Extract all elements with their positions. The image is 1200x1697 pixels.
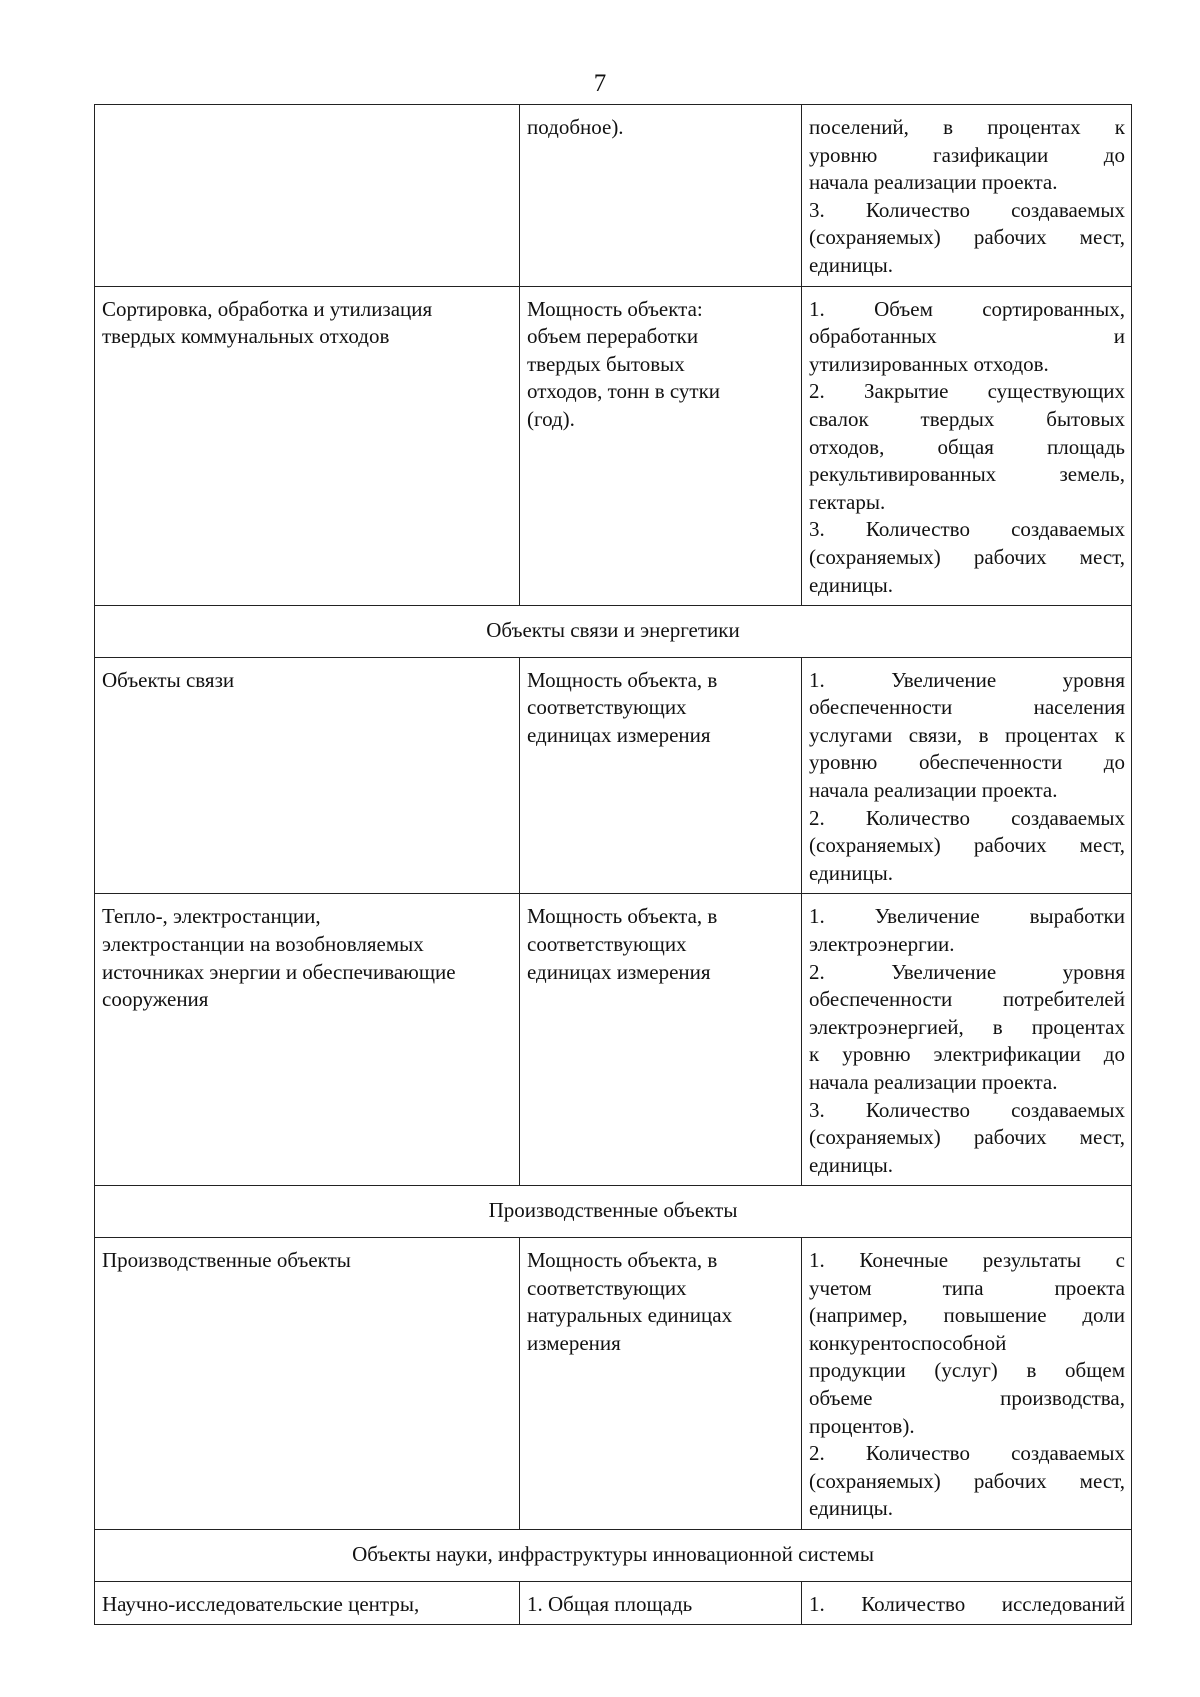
text-line: 1. Конечные результаты с <box>809 1247 1125 1272</box>
section-row <box>95 606 1132 658</box>
object-type-cell <box>95 1581 520 1625</box>
table-row <box>95 894 1132 1186</box>
text-line: Тепло-, электростанции, <box>102 904 321 929</box>
text-line: 1. Количество исследований <box>809 1591 1125 1616</box>
text-line: соответствующих <box>527 1275 687 1300</box>
text-line: Мощность объекта: <box>527 296 703 321</box>
page-number: 7 <box>593 70 607 97</box>
section-title: Производственные объекты <box>95 1186 1132 1238</box>
object-type-cell <box>95 105 520 287</box>
text-line: уровню обеспеченности до <box>809 750 1125 775</box>
text-line: Мощность объекта, в <box>527 904 718 929</box>
text-line: электроэнергией, в процентах <box>809 1014 1125 1039</box>
text-line: сооружения <box>102 987 209 1012</box>
text-line: обеспеченности населения <box>809 695 1125 720</box>
text-line: отходов, общая площадь <box>809 434 1125 459</box>
text-line: 1. Объем сортированных, <box>809 296 1125 321</box>
text-line: твердых коммунальных отходов <box>102 324 390 349</box>
results-cell <box>802 1581 1132 1625</box>
text-line: (год). <box>527 406 575 431</box>
text-line: услугами связи, в процентах к <box>809 722 1125 747</box>
text-line: электростанции на возобновляемых <box>102 932 424 957</box>
text-line: (сохраняемых) рабочих мест, <box>809 225 1125 250</box>
text-line: единицах измерения <box>527 722 711 747</box>
text-line: единицы. <box>809 1496 894 1521</box>
section-row <box>95 1186 1132 1238</box>
text-line: Мощность объекта, в <box>527 667 718 692</box>
text-line: (сохраняемых) рабочих мест, <box>809 544 1125 569</box>
text-line: соответствующих <box>527 695 687 720</box>
object-type-cell <box>95 1237 520 1529</box>
text-line: (сохраняемых) рабочих мест, <box>809 1468 1125 1493</box>
text-line: 3. Количество создаваемых <box>809 197 1125 222</box>
table-row <box>95 1581 1132 1625</box>
text-line: Научно-исследовательские центры, <box>102 1591 420 1616</box>
text-line: утилизированных отходов. <box>809 351 1049 376</box>
text-line: свалок твердых бытовых <box>809 406 1125 431</box>
results-cell <box>802 286 1132 606</box>
text-line: Объекты связи <box>102 667 235 692</box>
text-line: обработанных и <box>809 324 1125 349</box>
section-title: Объекты связи и энергетики <box>95 606 1132 658</box>
section-title: Объекты науки, инфраструктуры инновационной системы <box>95 1529 1132 1581</box>
text-line: 3. Количество создаваемых <box>809 517 1125 542</box>
text-line: единицы. <box>809 252 894 277</box>
text-line: объем переработки <box>527 324 699 349</box>
text-line: 2. Количество создаваемых <box>809 1441 1125 1466</box>
text-line: к уровню электрификации до <box>809 1042 1125 1067</box>
table-row <box>95 1237 1132 1529</box>
text-line: 2. Закрытие существующих <box>809 379 1125 404</box>
text-line: единицы. <box>809 1152 894 1177</box>
text-line: натуральных единицах <box>527 1303 733 1328</box>
text-line: отходов, тонн в сутки <box>527 379 721 404</box>
text-line: соответствующих <box>527 932 687 957</box>
text-line: начала реализации проекта. <box>809 1070 1058 1094</box>
results-cell <box>802 657 1132 894</box>
capacity-cell <box>520 286 802 606</box>
text-line: Мощность объекта, в <box>527 1247 718 1272</box>
capacity-cell <box>520 105 802 287</box>
text-line: единицы. <box>809 572 894 597</box>
results-cell <box>802 894 1132 1186</box>
capacity-cell <box>520 1581 802 1625</box>
text-line: продукции (услуг) в общем <box>809 1358 1125 1383</box>
text-line: (сохраняемых) рабочих мест, <box>809 1125 1125 1150</box>
text-line: (сохраняемых) рабочих мест, <box>809 833 1125 858</box>
text-line: (например, повышение доли <box>809 1303 1125 1328</box>
table-row <box>95 286 1132 606</box>
indicators-table-body <box>95 105 1132 1625</box>
text-line: обеспеченности потребителей <box>809 987 1125 1012</box>
table-row <box>95 657 1132 894</box>
text-line: рекультивированных земель, <box>809 462 1125 487</box>
text-line: Производственные объекты <box>102 1247 351 1272</box>
text-line: конкурентоспособной <box>809 1330 1007 1355</box>
text-line: 1. Увеличение выработки <box>809 904 1125 929</box>
text-line: учетом типа проекта <box>809 1275 1125 1300</box>
text-line: 1. Увеличение уровня <box>809 667 1125 692</box>
text-line: подобное). <box>527 115 624 139</box>
text-line: гектары. <box>809 489 886 514</box>
capacity-cell <box>520 657 802 894</box>
results-cell <box>802 105 1132 287</box>
text-line: начала реализации проекта. <box>809 170 1058 195</box>
object-type-cell <box>95 286 520 606</box>
table-row <box>95 105 1132 287</box>
section-row <box>95 1529 1132 1581</box>
text-line: единицах измерения <box>527 959 711 984</box>
text-line: поселений, в процентах к <box>809 115 1125 139</box>
text-line: источниках энергии и обеспечивающие <box>102 959 456 984</box>
capacity-cell <box>520 894 802 1186</box>
text-line: 2. Увеличение уровня <box>809 959 1125 984</box>
text-line: 2. Количество создаваемых <box>809 805 1125 830</box>
text-line: 3. Количество создаваемых <box>809 1097 1125 1122</box>
text-line: единицы. <box>809 860 894 885</box>
text-line: электроэнергии. <box>809 932 955 957</box>
results-cell <box>802 1237 1132 1529</box>
text-line: объеме производства, <box>809 1385 1125 1410</box>
text-line: Сортировка, обработка и утилизация <box>102 296 433 321</box>
text-line: твердых бытовых <box>527 351 685 376</box>
text-line: процентов). <box>809 1413 915 1438</box>
text-line: начала реализации проекта. <box>809 778 1058 803</box>
text-line: 1. Общая площадь <box>527 1591 693 1616</box>
indicators-table <box>94 104 1132 1625</box>
capacity-cell <box>520 1237 802 1529</box>
object-type-cell <box>95 894 520 1186</box>
text-line: уровню газификации до <box>809 142 1125 167</box>
text-line: измерения <box>527 1330 621 1355</box>
object-type-cell <box>95 657 520 894</box>
